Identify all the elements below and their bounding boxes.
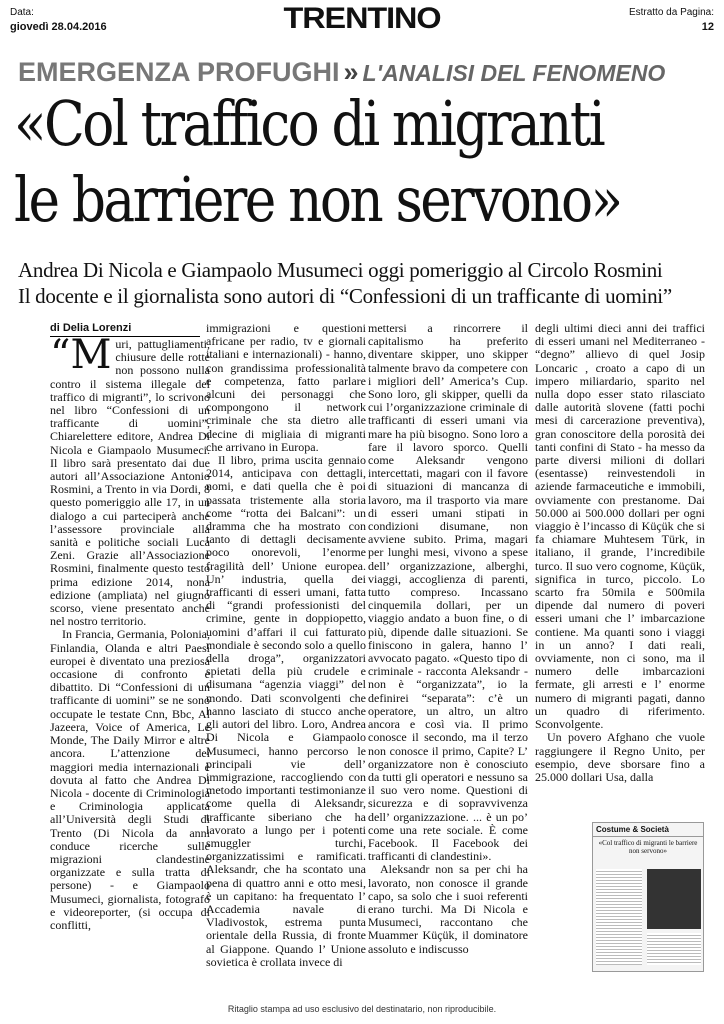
article-column-1 [50,332,210,932]
paragraph: immigrazioni e questioni africane per radio, tv e giornali italiani e internazionali) - hanno, con grandissima professionalità e competenza, fatto parlare alcuni dei personaggi che compongono il network criminale che sta dietro alle decine di migliaia di migranti che arrivano in Europa. [206,321,366,454]
paragraph: degli ultimi dieci anni dei traffici di esseri umani nel Mediterraneo - “degno” allievo di quel Josip Loncaric , croato a capo di un impero miliardario, sparito nel nulla dopo esser stato rilasciato dalle autorità slovene (fatti pochi mesi di carcerazione preventiva), gran conoscitore della porosità dei tanti confini di Stato - ha messo da parte diversi milioni di dollari (esentasse) reinvestendoli in aziende farmaceutiche e immobili, ovviamente con prestanome. Dai 50.000 ai 500.000 dollari per ogni viaggio è l’incasso di Küçük che si fa chiamare Muhtesem Türk, in italiano, il grande, l’incredibile turco. Il suo vero cognome, Küçük, significa in turco, piccolo. Lo scarto fra 50mila e 500mila dipende dal numero di poveri esseri umani che l’ imbarcazione contiene. Ma quanti sono i viaggi in un anno? I dati reali, ovviamente, non ci sono, ma il numero delle imbarcazioni fermate, gli arresti e l’ enorme numero di migranti pagati, danno un quadro di riferimento. Sconvolgente. [535,321,705,732]
kicker-separator: » [343,57,359,87]
paragraph: Il libro, prima uscita gennaio 2014, anticipava con dettagli, nomi, e dati quella che è poi passata tristemente alla storia come “rotta dei Balcani”: un dramma che ha mostrato con tanto di dettagli decisamente poco onorevoli, l’enorme fragilità dell’ Unione europea. Un’ industria, quella dei trafficanti di esseri umani, fatta di “grandi professionisti del crimine, gente in doppiopetto, uomini d’affari il cui fatturato mondiale è secondo solo a quello della droga”, organizzatori spietati della più crudele e disumana “agenzia viaggi” del mondo. Dati sconvolgenti che hanno lasciato di stucco anche gli autori del libro. Loro, Andrea Di Nicola e Giampaolo Musumeci, hanno percorso le principali vie dell’ immigrazione, raccogliendo con metodo importanti testimonianze come quella di Aleksandr, trafficante siberiano che ha lavorato a lungo per i potenti smuggler turchi, organizzatissimi e ramificati. Aleksandr, che ha scontato una pena di quattro anni e otto mesi, è un capitano: ha frequentato l’ Accademia navale di Vladivostok, estrema punta orientale della Russia, di fronte al Giappone. Quando l’ Unione sovietica è crollata invece di [206,453,366,969]
kicker [18,56,665,88]
paragraph: In Francia, Germania, Polonia, Finlandia, Olanda e altri Paesi europei è diventato una preziosa occasione di confronto e dibattito. Di “Confessioni di un trafficante di uomini” se ne sono occupate le testate Cnn, Bbc, Al Jazeera, Voice of America, Le Monde, The Daily Mirror e altre ancora. L’attenzione dei maggiori media internazionali è dovuta al fatto che Andrea Di Nicola - docente di Criminologia e Criminologia applicata all’Università degli Studi di Trento (Di Nicola da anni conduce ricerche sulle migrazioni clandestine organizzate e sulla tratta di persone) - e Giampaolo Musumeci, giornalista, fotografo e videoreporter, (si occupa di conflitti, [50,627,210,932]
headline [14,86,621,238]
page-label: Estratto da Pagina: [628,7,714,18]
newspaper-masthead: TRENTINO [283,2,441,35]
article-column-4 [535,322,705,784]
paragraph: Un povero Afghano che vuole raggiungere il Regno Unito, per esempio, deve sborsare fino a 25.000 dollari Usa, dalla [535,730,705,784]
subhead-line-1: Andrea Di Nicola e Giampaolo Musumeci oggi pomeriggio al Circolo Rosmini [18,258,663,282]
paragraph: mettersi a rincorrere il capitalismo ha preferito diventare skipper, uno skipper talmente bravo da competere con i migliori dell’ America’s Cup. Sono loro, gli skipper, quelli da cui l’organizzazione criminale di trafficanti di esseri umani via mare ha più bisogno. Sono loro a fare il lavoro sporco. Quelli come Aleksandr vengono intercettati, magari con il favore di situazioni di mancanza di lavoro, ma il trasporto via mare di esseri umani stipati in condizioni disumane, non avviene subito. Prima, magari per lunghi mesi, vivono a spese dell’ organizzazione, alberghi, viaggi, accoglienza di parenti, tutto compreso. Incassano cinquemila dollari, per un viaggio andato a buon fine, o di più, dipende dalle situazioni. Se finiscono in galera, hanno l’ avvocato pagato. «Questo tipo di criminale - racconta Aleksandr - non è “organizzata”, io la definirei “separata”: c’è un operatore, un altro, un altro ancora e così via. Il primo conosce il secondo, ma il terzo non conosce il primo, Capite? L’ organizzatore non è conosciuto da tutti gli operatori e nessuno sa il suo vero nome. Questioni di sicurezza e di sopravvivenza dell’ organizzazione. ... è un po’ come una rete sociale. È come Facebook. Il Facebook dei trafficanti di clandestini». [368,321,528,864]
subhead-line-2: Il docente e il giornalista sono autori di “Confessioni di un trafficante di uomini” [18,284,672,308]
subheadline [18,257,718,309]
byline: di Delia Lorenzi [50,322,200,337]
kicker-analysis: L'ANALISI DEL FENOMENO [362,60,666,86]
date-label: Data: [10,7,34,18]
paragraph: Aleksandr non sa per chi ha lavorato, non conosce il grande capo, sa solo che i suoi referenti erano turchi. Ma Di Nicola e Musumeci, raccontano che Muammer Küçük, il dominatore assoluto e indiscusso [368,862,528,956]
thumbnail-title: «Col traffico di migranti le barriere non servono» [598,839,698,855]
publication-date: giovedì 28.04.2016 [10,21,107,33]
page-number: 12 [701,21,714,33]
headline-line-2: le barriere non servono» [14,163,621,236]
paragraph: “Muri, pattugliamenti, chiusure delle rotte non possono nulla contro il sistema illegale del traffico di migranti”, lo scrivono nel libro “Confessioni di un trafficante di uomini”, Chiarelettere editore, Andrea Di Nicola e Giampaolo Musumeci. Il libro sarà presentato dai due autori all’Associazione Antonio Rosmini, a Trento in via Dordi, 8 questo pomeriggio alle 17, in un dialogo a cui parteciperà anche l’assessore provinciale alla sanità e politiche sociali Luca Zeni. Grazie all’Associazione Rosmini, finalmente questo testo prima edizione 2014, nona edizione (ampliata) nel giugno scorso, viene presentato anche nel nostro territorio. [50,332,210,629]
headline-line-1: «Col traffico di migranti [14,87,604,160]
article-column-3 [368,322,528,956]
drop-cap: “M [50,332,112,378]
header-page-block [629,6,714,34]
thumbnail-text-lines [596,869,642,965]
page-thumbnail [592,822,704,972]
thumbnail-photo [647,869,701,929]
article-column-2 [206,322,366,969]
footer-disclaimer: Ritaglio stampa ad uso esclusivo del destinatario, non riproducibile. [227,1004,497,1014]
thumbnail-section: Costume & Società [593,823,703,837]
kicker-topic: EMERGENZA PROFUGHI [18,57,340,87]
thumbnail-caption-lines [647,933,701,965]
